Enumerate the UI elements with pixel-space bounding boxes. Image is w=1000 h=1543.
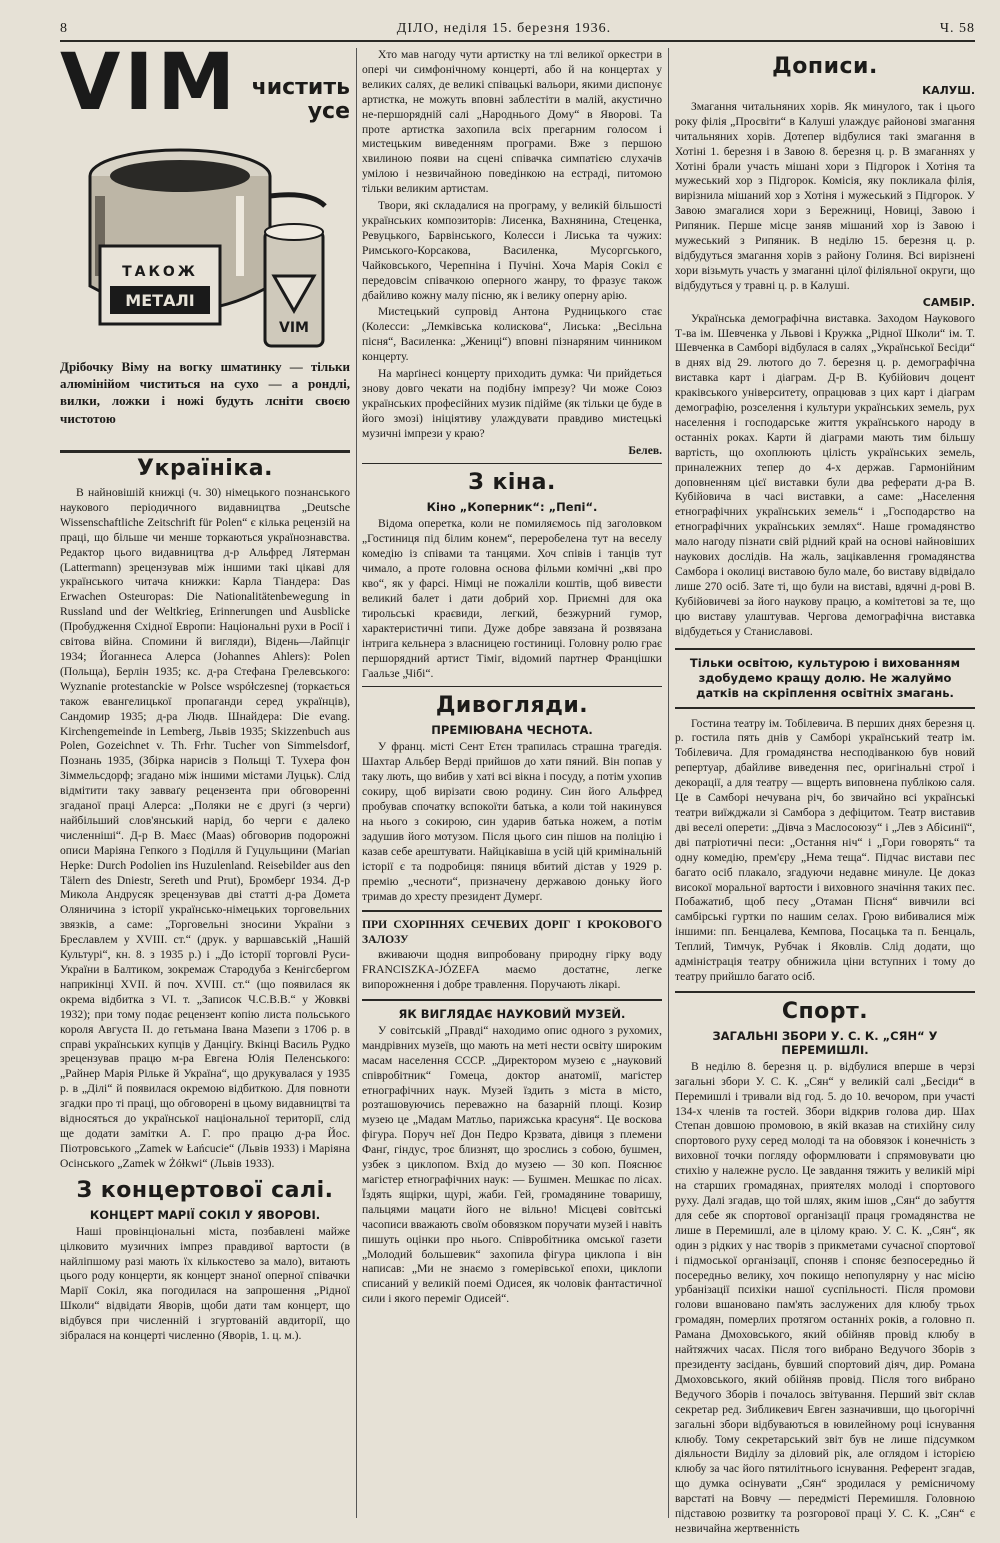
vim-logo: VIM xyxy=(60,38,240,128)
divider xyxy=(675,991,975,993)
vim-ad-text: Дрібочку Віму на вогку шматинку — тільки алюмінійом чиститься на сухо — а рондлі, вилки, ложки і ножі будуть лсніти своєю чистотою xyxy=(60,359,350,426)
tin-label: VIM xyxy=(279,320,309,336)
divider xyxy=(362,463,662,464)
page-number: 8 xyxy=(60,21,68,36)
curiosities-article: У франц. місті Сент Етєн трапилась страшна трагедія. Шахтар Альбер Верді прийшов до хати пяний. Він попав у таку лють, що вибив у хаті всі вікна і посуду, а потім ухопив сокиру, щоб вирізати свою родину. Син його Альфред пробував спочатку вспокоїти батька, а коли той накинувся на нього з сокирою, син ударив батька ножем, а потім задушив його мотузом. Після цього син пішов на поліцію і казав себе арештувати. Найцікавіша в усій цій кримінальній історії є та подробиця: пяниця вбитий дістав у 1929 р. премію „чесноти“, призначену державою доньку його тримав до хресту президент Думерґ. xyxy=(362,740,662,903)
cinema-article: Відома оперетка, коли не помиляємось під заголовком „Гостиниця під білим конем“, переробелена тут на веселу комедію із співами та танцями. Хоч співів і танців тут чимало, а проте головна основа фільми комічні „кві про кво“, як у фарсі. Німці не пожаліли коштів, щоб вивести великий балет і дати добрий хор. Приємні для ока тирольські краєвиди, легкий, безжурний гумор, характеристичні типи. Дуже добре завязана й розвязана інтрига кельнера з власницею гостиниці. Головну ролю грає першорядний артист Тіміґ, відомий партнер Францішки Гаальзе „Чібі“. xyxy=(362,517,662,680)
concert-continuation-3: Мистецький супровід Антона Рудницького стає (Колесси: „Лемківська колискова“, Лиська: „Весільна пісня“, Василенка: „Жениці“) вповні пізнаряним чинником концерту. xyxy=(362,305,662,364)
column-left xyxy=(60,38,350,1518)
issue-number: Ч. 58 xyxy=(939,21,975,36)
column-divider-2 xyxy=(668,48,669,1518)
concert-article: Наші провінціональні міста, позбавлені майже цілковито музичних імпрез правдивої вартости (в найліпшому разі мають їх кількостево за мало), витають цього роду концерти, як концерт знаної оперної співачки Марії Сокіл, яка погодилася на запрошення „Рідної Школи“ відвідати Яворів, щоби дати там концерт, що відбувся при численній і згуртованій авдиторії, що зібралася на концерті численно (Яворів, 1. ц. м.). xyxy=(60,1224,350,1343)
divider xyxy=(362,999,662,1001)
heading-ukrainika: Україніка. xyxy=(137,456,273,481)
ukrainika-article: В найновішій книжці (ч. 30) німецького познанського наукового періодичного видавництва „Deutsche Wissenschaftliche Zeitschrift für Polen“ є кілька рецензій на праці, що більше чи менше торкаються українознавства. Редактор цього видавництва д-р Альфред Лятерман (Lattermann) зрецензував між іншими такі цікаві для українського читача книжки: Карла Тіандера: Das Erwachen Osteuropas: Die Nationalitätenbewegung in Russland und der Weltkrieg, Erinnerungen und Ausblicke (Пробудження Східної Европи: Національні рухи в Росії і світова війна. Спомини й вигляди), Відень—Лайпціг 1934; Йоганнеса Алерса (Johannes Ahlers): Polen (Польща), Берлін 1935; кс. д-ра Стефана Грелевського: Wyznanie protestanckie w Polsce współczesnej (торкається також евангелицької пропаганди серед українців), Сандомир 1935; д-ра Людв. Шнайдера: Die evang. Kirchengemeinde in Lemberg, Львів 1935; Skizzenbuch aus Polen, Gozeichnet v. Th. Frhr. Tucher von Simmelsdorf, Познань 1935, (Збірка нарисів з Польщі Т. Тухера фон Зіммельсдорф; згадано між іншими містами Луцьк). Слід відмітити таку завваґу рецензента при обговоренні згаданої праці Алерса: „Поляки не є другі (з черги) найбільший слов'янський нарід, бо черги є далеко численніші“. Д-р В. Маєс (Maas) обговорив подорожні описи Маріяна Гепкого з Поділля й Гуцульщини (Marian Hepke: Durch Podolien ins Huzulenland. Reisebilder aus den Tälern des Dniestr, Sereth und Prut), Бромберґ 1934. Д-р Микола Андрусяк зрецензував дві статті д-ра Домета Оляничина з історії українсько-німецьких торговельних звязків, а саме: „Торговельні зносини України з Бреславлем у XVIII. ст.“ (друк. у варшавській „Нашій Культурі“, кн. 8. з 1935 р.) і „До історії торговлі Руси-України в Балтиком, зокремаж Стародуба з Кенігсбергом наприкінці XVII. й поч. XVIII. ст.“ (що появилася як окрема відбитка з VI. т. „Записок Ч.С.В.В.“ у Жовкві 1932); при тому подає рецензент копію листа польського короля Августа II. до гетьмана Івана Мазепи з 1706 р. в справі українських купців у Данціґу. Вкінці Василь Рудко зрецензував працю м-ра Евгена Юлія Пеленського: „Райнер Марія Рільке й Україна“, що друкувалася у 1935 р. в „Ділі“ й появилася окремою відбиткою. Для повноти згадки про ті праці, що обговорені в цьому видавництві та відносяться до української національної території, слід ще додати замітки А. Г. про працю д-ра Йос. Піотровського „Zamek w Łańcucie“ (Львів 1933) і Маріяна Осінського „Zamek w Żółkwi“ (Львів 1933). xyxy=(60,486,350,1170)
concert-signature: Белев. xyxy=(628,443,662,457)
curiosities-subheading: ПРЕМІЮВАНА ЧЕСНОТА. xyxy=(431,723,593,738)
sport-subheading: ЗАГАЛЬНІ ЗБОРИ У. С. К. „СЯН“ У ПЕРЕМИШЛІ. xyxy=(712,1028,938,1057)
sambir-article: Українська демографічна виставка. Заходом Наукового Т-ва ім. Шевченка у Львові і Кружка „Рідної Школи“ ім. Т. Шевченка в Самборі відбулася в салях „Української Бесіди“ в днях від 29. лютого до 7. березня ц. р. демографічна виставка карт і діаграм. Д-р В. Кубійович доцент краківського університету, опрацював з цих карт і діаграм демографію, розселення і культури українських земель, рух населення і господарське життя українського народу в останніх роках. Карти й діаграми мають тим більшу вартість, що охоплюють цілість українських земель, приналежних тепер до 4-х держав. Гармонійним доповненням цієї виставки були два реферати д-ра В. Кубійовича в часі виставки, а саме: „Населення етнографічних українських земель“ і „Господарство на етнографічних українських землях“. Наше громадянство мало нагоду пізнати свій рідний край на основі найновіших наукових дослідів. На жаль, зацікавлення громадянства Самбора і околиці виставою було мале, бо виставу відвідало лише 270 осіб. Зате ті, що були на виставі, вдячні д-рові В. Кубійовичеві за його наукову працю, а комітетові за те, що цю виставу улаштував. Чергова демографічна виставка відбудеться у Станиславові. xyxy=(675,311,975,638)
divider xyxy=(362,910,662,912)
vim-slogan: чистить усе xyxy=(251,75,350,124)
heading-concert-hall: З концертової салі. xyxy=(76,1177,334,1203)
education-notice: Тільки освітою, культурою і вихованням здобудемо кращу долю. Не жалуймо датків на скріплення освітніх змагань. xyxy=(675,648,975,709)
concert-subheading: КОНЦЕРТ МАРІЇ СОКІЛ У ЯВОРОВІ. xyxy=(89,1207,321,1222)
place-sambir: САМБІР. xyxy=(922,295,975,309)
divider xyxy=(362,686,662,687)
kalush-article: Змагання читальняних хорів. Як минулого, так і цього року філія „Просвіти“ в Калуші улаждує районові змагання читальняних хорів. Дотепер відбулися такі змагання в Хотіні 1. березня і в Завою 8. березня ц. р. В змаганнях у Хотіні брали участь мішані хори з Підгорок і Хотіня та мужеський хор з Підгорок. Комісія, яку покликала філія, вирізнила мішаний хор з Хотіня і мужеський з Підгорок. У Завою змагалися хори з Бережниці, Новиці, Завою і Рипяник. Перше місце заняв мішаний хор із Завою і мужеський з Рипяник. В неділю 15. березня ц. р. відбудуться змагання хорів з району Голиня. Всі вирізнені хори візьмуть участь у змаганні цілої філіяльної округи, що відбудуться у травні ц. р. в Калуші. xyxy=(675,99,975,292)
concert-continuation-1: Хто мав нагоду чути артистку на тлі великої оркестри в опері чи симфонічному концерті, або й на концертах у великих салях, де великі співацькі вальори, якими диспонує артистка, не можуть вповні заблестіти в малій, акустично не-першорядній салі „Народнього Дому“ в Яворові. Та проте артистка захопила всіх прегарним голосом і мистецьким виведенням програми. Вже з першою хвилиною появи на сцені співачка симпатією слухачів умілою і незвичайною поведінкою на естраді, питомою тільки великим артистам. xyxy=(362,48,662,196)
masthead-title: ДІЛО, неділя 15. березня 1936. xyxy=(396,21,612,36)
museum-article: У совітській „Правді“ находимо опис одного з рухомих, мандрівних музеїв, що мають на меті нести освіту широким масам населення СССР. „Директором музею є „науковий співробітник“ Гомеца, доктор анатомії, магістер етнографічних наук. Музей їздить з міста в місто, розташовуючись переважно на базарній площі. Козир музею це „Мадам Матльо, парижська красуня“. Це воскова фігура. Поруч неї Дон Педро Крзвата, дівиця з племени Фанґ, гіндус, троє близнят, що зрослись з собою, бушмен, узбек з циклопом. Вхід до музею — 30 коп. Пояснює магістер етнографічних наук: — Бушмен. Мешкає по лісах. Їздять ящірки, щурі, жаби. Гей, громадянине товаришу, пальцями мацати його не вільно! Місцеві совітські часописи вважають своїм обовязком поручати музей і навіть пишуть оцінки про нього. Співробітника омської газети „Молодий большевик“ захопила фігура циклопа і він написав: „Ми не знаємо з гомерівської епохи, циклопи списаний у великій поемі Одисея, як чоловік фантастичної сили і якого переміг Одисей“. xyxy=(362,1023,662,1306)
also-label-2: МЕТАЛІ xyxy=(125,291,195,310)
column-middle xyxy=(362,48,662,1448)
also-label-1: ТАКОЖ xyxy=(122,264,198,280)
pot-illustration xyxy=(60,136,350,356)
remedy-ad-text: вживаючи щодня випробовану природну гірку воду FRANCISZKA-JÓZEFA маємо достатнє, легке випорожнення і добре травлення. Поручають лікарі. xyxy=(362,948,662,992)
heading-curiosities: Дивогляди. xyxy=(435,693,589,719)
concert-continuation-2: Твори, які складалися на програму, у великій більшості українських композиторів: Лисенка, Вахнянина, Стеценка, Ревуцького, Барвінського, Колесси і Лиська та чужих: Римського-Корсакова, Василенка, Мусоргського, Чайковського, Черепніна і Пучіні. Хоча Марія Сокіл є передовсім співачкою оперного жанру, то фразує також дбайливо кожну малу пісню, як і велику оперну арію. xyxy=(362,199,662,302)
concert-continuation-4: На марґінесі концерту приходить думка: Чи прийдеться знову довго чекати на подібну імпрезу? Чи може Союз українських професійних музик підійме (як тільки це буде в його змозі) ініціятиву улаждувати правдиво мистецькі музичні імпрези у краю? xyxy=(362,367,662,440)
place-kalush: КАЛУШ. xyxy=(922,84,975,97)
heading-correspondence: Дописи. xyxy=(772,54,878,79)
vim-advertisement xyxy=(60,38,350,450)
column-divider-1 xyxy=(356,48,357,1518)
column-right xyxy=(675,48,975,1535)
remedy-ad-title: ПРИ СХОРІННЯХ СЕЧЕВИХ ДОРІГ І КРОКОВОГО ЗАЛОЗУ xyxy=(362,918,662,947)
museum-heading: ЯК ВИГЛЯДАЄ НАУКОВИЙ МУЗЕЙ. xyxy=(398,1006,626,1021)
ad-divider xyxy=(60,450,350,453)
heading-cinema: З кіна. xyxy=(468,470,556,496)
cinema-subheading: Кіно „Коперник“: „Пепі“. xyxy=(426,500,598,515)
theatre-article: Гостина театру ім. Тобілевича. В перших днях березня ц. р. гостила пять днів у Самборі український театр ім. Тобілевича. Для громадянства несподіванкою був новий репертуар, дбайливе виведення пес, оригінальні строї і декорації, а для театру — вщерть виповнена публікою саля. Це в Самборі нечувана річ, бо звичайно всі українські театри виїжджали зі Самбора з дефіцитом. Театр виставив дві веселі оперети: „Дівча з Маслосоюзу“ і „Лев з Абісинії“, дві патріотичні песи: „Остання ніч“ і „Гори говорять“ та одну комедію, прем'єру „Нема теща“. Підчас вистави пес багато осіб плакало, згадуючи недавнє минуле. Це доказ високої моральної вартости і виховного значіння таких пес. Побажатиб, щоб песу „Отаман Пісня“ вивчили всі самбірські гуртки по нашим селах. Грою вибивалися між іншими: пп. Бенцалева, Кемпова, Посацька та п. Бенцаль, Теплий, Тимчук, Рубчак і Яковлів. Слід додати, що адміністрація театру обнижила ціни вступних і тому до театру прийшло багато осіб. xyxy=(675,716,975,983)
heading-sport: Спорт. xyxy=(781,998,869,1024)
sport-article: В неділю 8. березня ц. р. відбулися вперше в черзі загальні збори У. С. К. „Сян“ у великій салі „Бесіди“ в Перемишлі і тривали від год. 5. до 10. вечором, при участі 134-х членів та гостей. Збори відкрив голова дир. Шах Степан довшою промовою, в якій вказав на стихійну силу спортового руху серед молоді та на обовязок і конечність з виховної точки погляду оформлювати і спрямовувати цю стихію у належне русло. Це завдання тяжить у великій мірі на старших громадянах, приятелях молоді і спортового руху. Далі згадав, що той шлях, яким ішов „Сян“ до забуття для себе як спортової організації праця громадянства не лише в Перемишлі, але в цілому краю. У. С. К. „Сян“, як один з рідких у нас творів з прикметами сучасної спортової і підмоської організації, споняв і споняє безпосередньо й посередньо велику, хоч покищо непопулярну у нас місію урбанізації психіки нашої суспільності. Після промови голови вшановано пам'ять заслужених для клюбу трьох громадян, померлих протягом останніх років, а головно п. Рамана Дмоховського, який обійняв провід клюбу в найтяжчих часах. Після того вибрано Ведучого Зборів з президенту засідань, бувший спортовий діяч, дир. Романа Дмоховського, який обійняв провід. Після того вибрано Ведучого Зборів і почалось звітування. Перший звіт склав секретар ред. Зибликевич Евген зазначивши, що цьогорічні загальні збори відбуваються в ювилейному році існування клюбу. Тому секретарський звіт був не лише підсумком діяльности Виділу за діловий рік, але оглядом і історією клюбу за час його пятилітнього існування. Референт згадав, що думка осінувати „Сян“ зродилася у ремісничому варстаті на Вовчу — передмісті Перемишля. Головною підставою розвитку та розгорової праці У. С. К. „Сян“ є незвичайна жертвенність xyxy=(675,1059,975,1535)
